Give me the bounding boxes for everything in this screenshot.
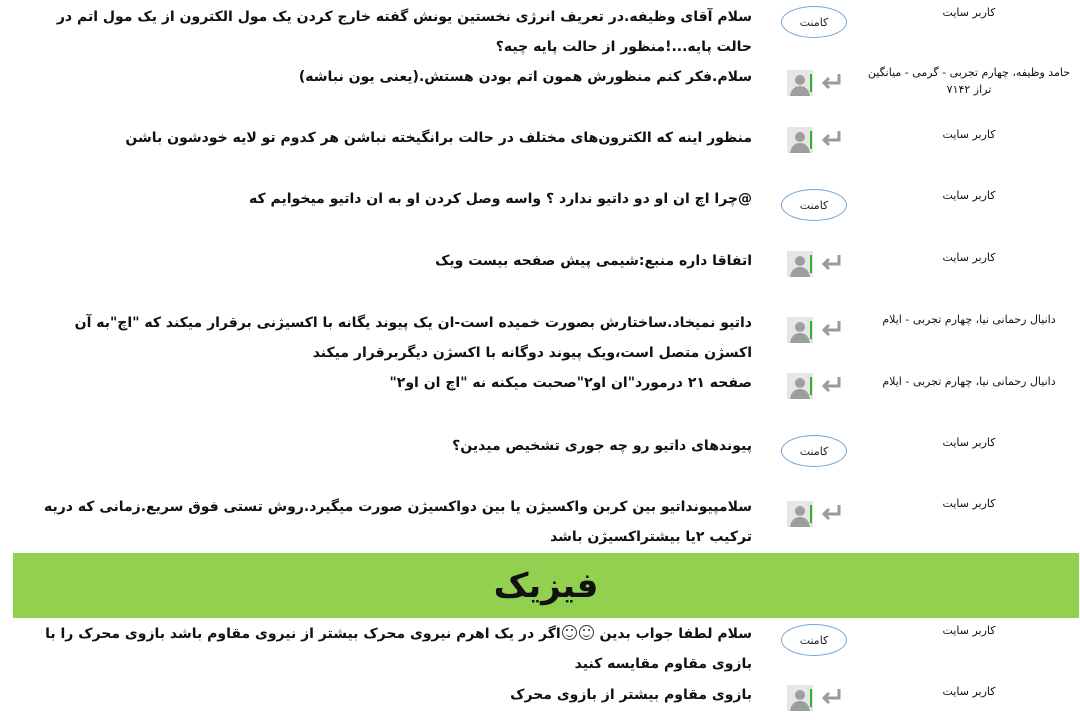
comment-button[interactable]: کامنت (781, 435, 847, 467)
author-name[interactable]: کاربر سایت (942, 685, 996, 698)
user-avatar-icon (787, 70, 813, 96)
reply-arrow-icon (821, 129, 843, 149)
author-name[interactable]: کاربر سایت (942, 497, 996, 510)
section-banner (13, 553, 1079, 618)
user-avatar-icon (787, 501, 813, 527)
message-text: پیوندهای داتیو رو چه جوری تشخیص میدین؟ (452, 438, 752, 454)
user-avatar-icon (787, 251, 813, 277)
message-text: اتفاقا داره منبع:شیمی پیش صفحه بیست ویک (435, 253, 752, 269)
reply-arrow-icon (821, 687, 843, 707)
reply-arrow-icon (821, 72, 843, 92)
section-title: فیزیک (493, 565, 599, 606)
message-text (32, 619, 752, 679)
message-text: بازوی مقاوم بیشتر از بازوی محرک (510, 687, 752, 703)
reply-icon-group (787, 685, 847, 711)
message-text: سلام.فکر کنم منظورش همون اتم بودن هستش.(یعنی یون نباشه) (298, 69, 752, 85)
message-text-start: سلام لطفا جواب بدین (599, 626, 752, 642)
user-avatar-icon (787, 685, 813, 711)
reply-icon-group (787, 317, 847, 343)
message-text: منظور اینه که الکترون‌های مختلف در حالت برانگیخته نباشن هر کدوم تو لایه خودشون باشن (125, 130, 752, 146)
message-text: سلامپیونداتیو بین کربن واکسیژن یا بین دواکسیژن صورت میگیرد.روش تستی فوق سریع.زمانی که دریه ترکیب ۲یا بیشتراکسیژن باشد (43, 499, 752, 545)
smiley-emoji-icon (562, 625, 577, 640)
message-text: @چرا اچ ان او دو داتیو ندارد ؟ واسه وصل کردن او به ان داتیو میخوایم که (249, 191, 752, 207)
message-text: صفحه ۲۱ درمورد"ان او۲"صحبت میکنه نه "اچ ان او۲" (389, 375, 752, 391)
reply-arrow-icon (821, 253, 843, 273)
message-text-end: اگر در یک اهرم نیروی محرک بیشتر از نیروی مقاوم باشد بازوی محرک را با بازوی مقاوم مقایسه کنید (45, 626, 752, 672)
author-name[interactable]: کاربر سایت (942, 251, 996, 264)
author-name[interactable]: حامد وظیفه، چهارم تجربی - گرمی - میانگین تراز ۷۱۴۲ (867, 66, 1071, 96)
message-text: داتیو نمیخاد.ساختارش بصورت خمیده است-ان یک پیوند یگانه با اکسیژنی برقرار میکند که "اچ"به آن اکسژن متصل است،ویک پیوند دوگانه با اکسژن دیگربرقرار میکند (74, 315, 752, 361)
author-name[interactable]: کاربر سایت (942, 189, 996, 202)
user-avatar-icon (787, 373, 813, 399)
comment-button[interactable]: کامنت (781, 6, 847, 38)
reply-icon-group (787, 373, 847, 399)
reply-arrow-icon (821, 319, 843, 339)
reply-icon-group (787, 127, 847, 153)
author-name[interactable]: کاربر سایت (942, 6, 996, 19)
comment-button[interactable]: کامنت (781, 624, 847, 656)
author-name[interactable]: کاربر سایت (942, 436, 996, 449)
comment-button[interactable]: کامنت (781, 189, 847, 221)
reply-icon-group (787, 70, 847, 96)
author-name[interactable]: دانیال رحمانی نیا، چهارم تجربی - ایلام (882, 375, 1056, 388)
reply-icon-group (787, 251, 847, 277)
user-avatar-icon (787, 127, 813, 153)
author-name[interactable]: دانیال رحمانی نیا، چهارم تجربی - ایلام (882, 313, 1056, 326)
user-avatar-icon (787, 317, 813, 343)
smiley-emoji-icon (579, 625, 594, 640)
author-name[interactable]: کاربر سایت (942, 128, 996, 141)
reply-arrow-icon (821, 375, 843, 395)
reply-icon-group (787, 501, 847, 527)
message-text: سلام آقای وظیفه.در تعریف انرژی نخستین یونش گفته خارج کردن یک مول الکترون از یک مول اتم در حالت پایه...!منظور از حالت پایه چیه؟ (56, 9, 752, 55)
author-name[interactable]: کاربر سایت (942, 624, 996, 637)
reply-arrow-icon (821, 503, 843, 523)
